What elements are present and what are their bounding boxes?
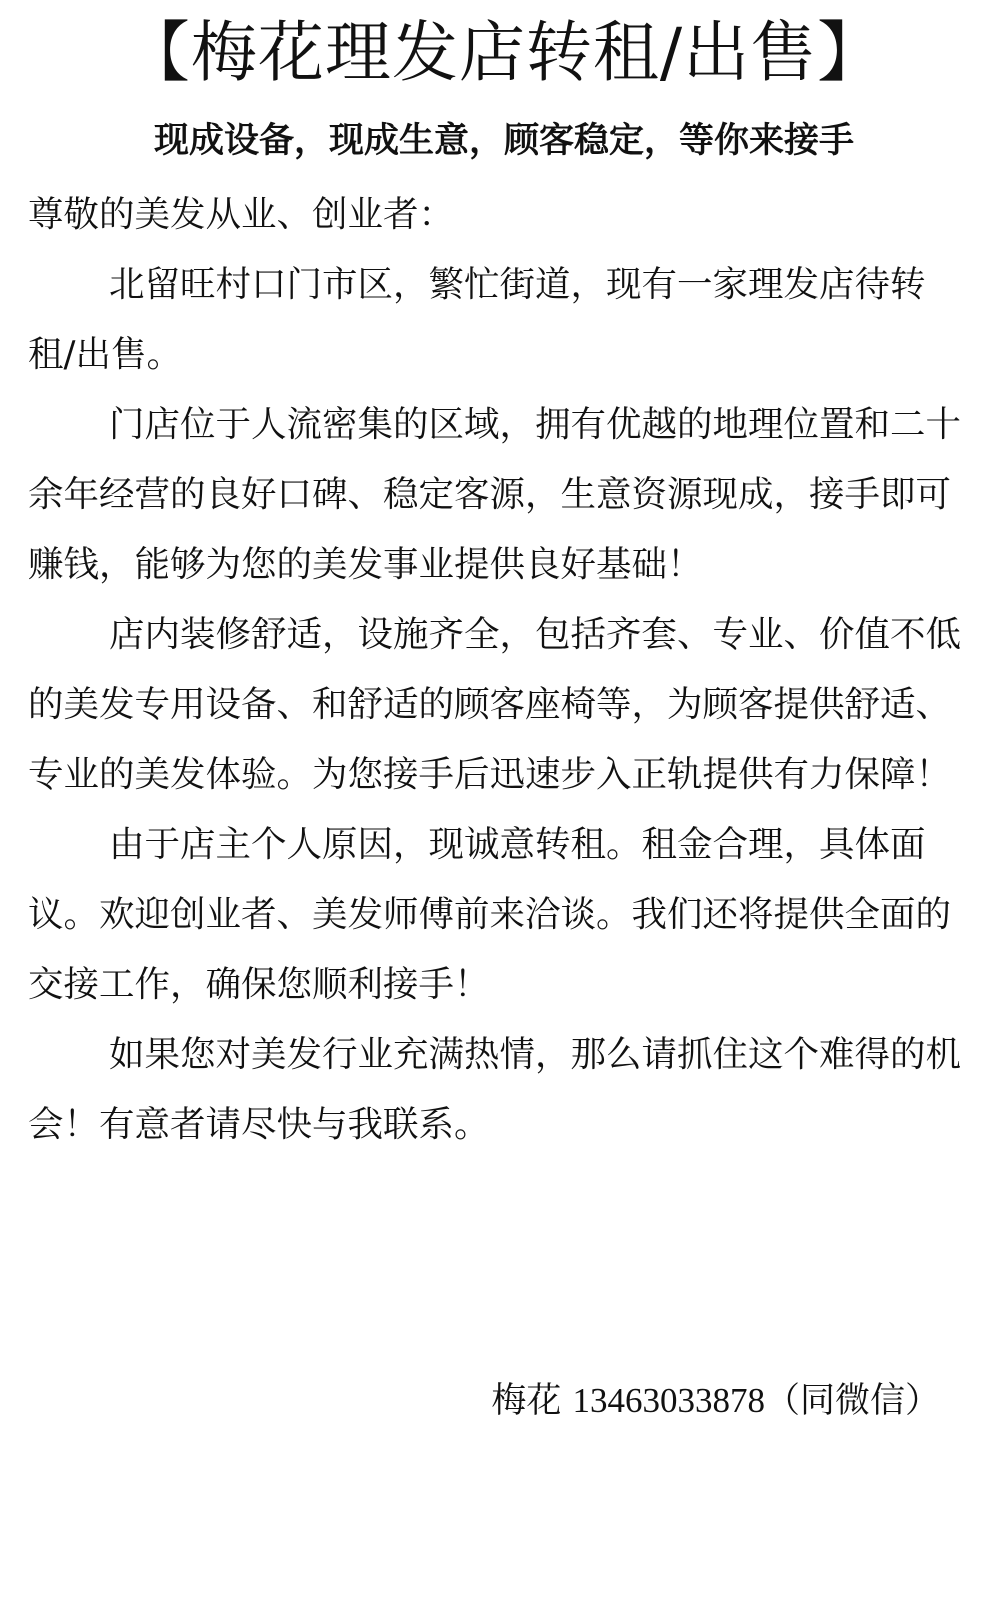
contact-name: 梅花 [491, 1381, 562, 1421]
paragraph-terms: 由于店主个人原因，现诚意转租。租金合理，具体面议。欢迎创业者、美发师傅前来洽谈。我们还将提供全面的交接工作，确保您顺利接手！ [28, 824, 952, 1005]
paragraph-advantages: 门店位于人流密集的区域，拥有优越的地理位置和二十余年经营的良好口碑、稳定客源，生意资源现成，接手即可赚钱，能够为您的美发事业提供良好基础！ [28, 404, 962, 585]
page-subtitle: 现成设备，现成生意，顾客稳定，等你来接手 [153, 121, 854, 161]
contact-phone: 13463033878 [572, 1381, 765, 1420]
wechat-note: （同微信） [764, 1381, 940, 1421]
notice-body [28, 180, 968, 1160]
signature [491, 1376, 940, 1426]
page-title: 【梅花理发店转租/出售】 [123, 14, 885, 91]
paragraph-facilities: 店内装修舒适，设施齐全，包括齐套、专业、价值不低的美发专用设备、和舒适的顾客座椅等，为顾客提供舒适、专业的美发体验。为您接手后迅速步入正轨提供有力保障！ [28, 614, 962, 795]
paragraph-contact: 如果您对美发行业充满热情，那么请抓住这个难得的机会！有意者请尽快与我联系。 [28, 1034, 962, 1145]
paragraph-location: 北留旺村口门市区，繁忙街道，现有一家理发店待转租/出售。 [28, 264, 926, 375]
greeting: 尊敬的美发从业、创业者： [28, 194, 455, 235]
